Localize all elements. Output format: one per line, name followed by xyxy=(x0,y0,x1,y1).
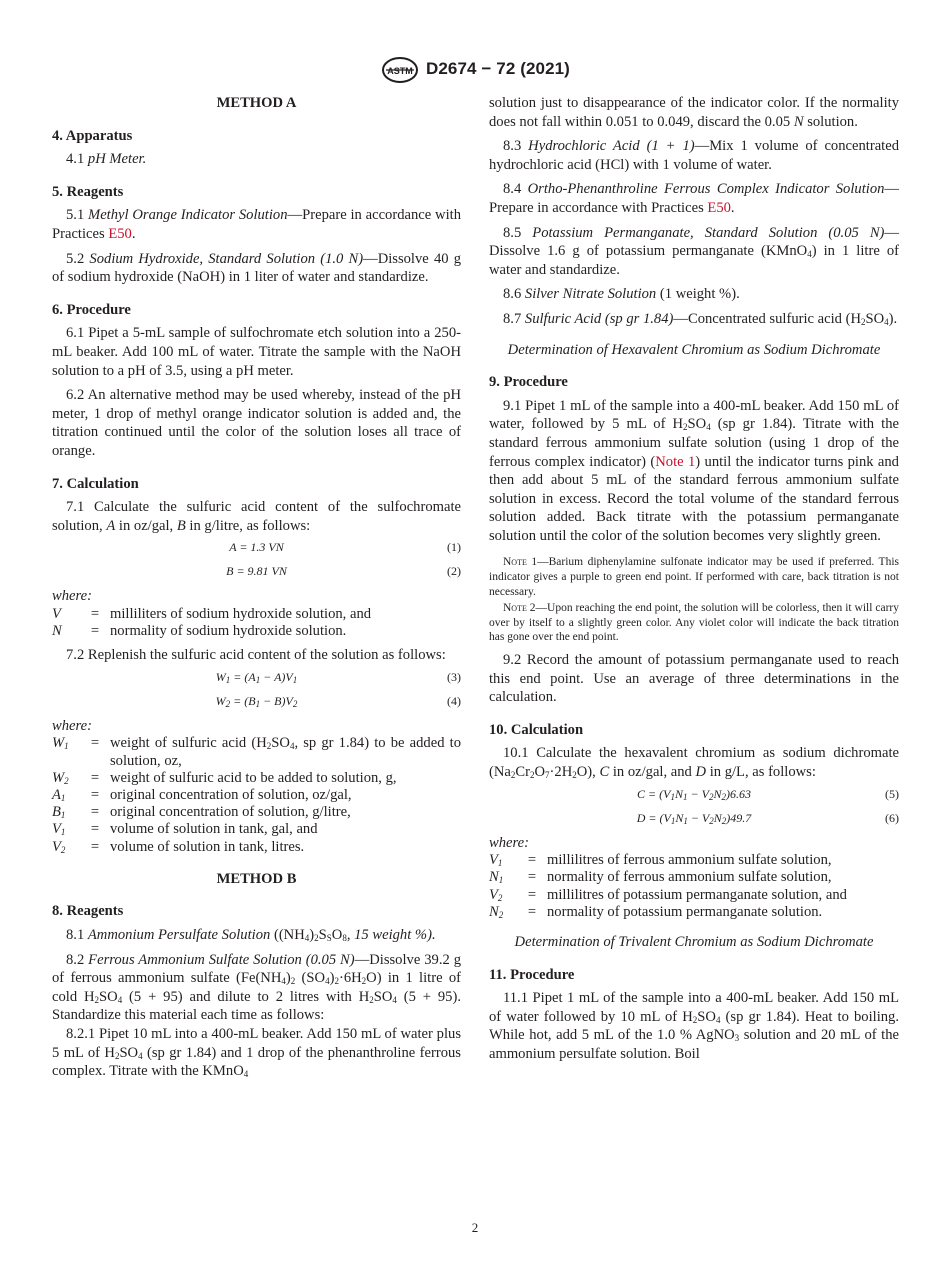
section-6-heading: 6. Procedure xyxy=(52,301,131,318)
definition-row: $V_1$ = volume of solution in tank, gal, and xyxy=(52,821,318,838)
para-10-1: 10.1 Calculate the hexavalent chromium as sodium dichromate $(Na_2Cr_2O_7\cdot 2H_2O)$, C in oz/gal, and D in g/L, as follows: xyxy=(489,745,899,780)
equation-5: $C = (V_1N_1 - V_2N_2)6.63$ (5) xyxy=(637,786,899,802)
note-1-link[interactable]: Note 1 xyxy=(655,453,696,470)
page-number: 2 xyxy=(471,1220,479,1235)
para-8-6: 8.6 Silver Nitrate Solution (1 weight %). xyxy=(503,286,740,303)
definition-row: N = normality of sodium hydroxide solution. xyxy=(52,623,347,640)
definition-row: $W_2$ = weight of sulfuric acid to be added to solution, g, xyxy=(52,769,397,786)
para-5-1: 5.1 Methyl Orange Indicator Solution—Prepare in accordance with Practices E50. xyxy=(52,207,461,242)
method-b-heading: METHOD B xyxy=(216,870,297,887)
para-7-1: 7.1 Calculate the sulfuric acid content of the sulfochromate solution, A in oz/gal, B in g/litre, as follows: xyxy=(52,499,461,534)
subheading-trivalent: Determination of Trivalent Chromium as Sodium Dichromate xyxy=(514,934,874,950)
para-8-1: 8.1 Ammonium Persulfate Solution ($(NH_4)_2S_SO_8$, 15 weight %). xyxy=(66,927,436,944)
para-8-2-1: 8.2.1 Pipet 10 mL into a 400-mL beaker. Add 150 mL of water plus 5 mL of $H_2SO_4$ (sp gr 1.84) and 1 drop of the phenanthroline ferrous complex. Titrate with the KMnO$_4$ xyxy=(52,1026,461,1080)
definition-row: V = milliliters of sodium hydroxide solution, and xyxy=(52,605,372,622)
definition-row: $W_1$ = weight of sulfuric acid ($H_2SO_4$, sp gr 1.84) to be added to solution, oz, xyxy=(52,735,461,769)
para-4-1: 4.1 pH Meter. xyxy=(66,151,147,168)
para-9-1: 9.1 Pipet 1 mL of the sample into a 400-mL beaker. Add 150 mL of water, followed by 5 mL of $H_2SO_4$ (sp gr 1.84). Titrate with the standard ferrous ammonium sulfate solution (using 1 drop of the ferrous complex indicator) (Note 1) until the indicator turns pink and then add about 5 mL of the standard ferrous ammonium sulfate solution in excess. Record the total volume of the standard ferrous solution added. Back titrate with the potassium permanganate solution until the color of the solution becomes very slightly green. xyxy=(489,397,899,544)
page-header xyxy=(0,56,950,86)
section-8-heading: 8. Reagents xyxy=(52,903,124,920)
section-5-heading: 5. Reagents xyxy=(52,183,124,200)
definition-row: $B_1$ = original concentration of solution, g/litre, xyxy=(52,804,351,821)
left-column xyxy=(52,94,461,1081)
definition-row: $N_2$ = normality of potassium permanganate solution. xyxy=(489,903,823,920)
section-7-heading: 7. Calculation xyxy=(52,475,139,492)
where-label: where: xyxy=(489,834,529,851)
para-11-1: 11.1 Pipet 1 mL of the sample into a 400-mL beaker. Add 150 mL of water followed by 10 mL of $H_2SO_4$ (sp gr 1.84). Heat to boiling. While hot, add 5 mL of the 1.0 % AgNO$_3$ solution and 20 mL of the ammonium persulfate solution. Boil xyxy=(489,990,899,1062)
equation-2: B = 9.81 VN (2) xyxy=(226,564,461,579)
para-6-1: 6.1 Pipet a 5-mL sample of sulfochromate etch solution into a 250-mL beaker. Add 100 mL of water. Titrate the sample with the NaOH solution to a pH of 3.5, using a pH meter. xyxy=(52,325,461,379)
definition-row: $V_2$ = millilitres of potassium permanganate solution, and xyxy=(489,886,847,903)
note-2: Note 2—Upon reaching the end point, the solution will be colorless, then it will carry over by itself to a slightly green color. Any violet color will indicate the back titration has gone over the end point. xyxy=(489,602,899,644)
equation-1: A = 1.3 VN (1) xyxy=(229,540,461,555)
right-column xyxy=(489,94,899,1064)
section-4-heading: 4. Apparatus xyxy=(52,127,133,144)
para-8-4: 8.4 Ortho-Phenanthroline Ferrous Complex Indicator Solution—Prepare in accordance with Practices E50. xyxy=(489,181,900,216)
section-10-heading: 10. Calculation xyxy=(489,721,584,738)
definition-row: $V_2$ = volume of solution in tank, litres. xyxy=(52,838,305,855)
para-8-7: 8.7 Sulfuric Acid (sp gr 1.84)—Concentrated sulfuric acid $(H_2SO_4)$. xyxy=(503,310,898,327)
definition-row: $N_1$ = normality of ferrous ammonium sulfate solution, xyxy=(489,869,832,886)
para-8-5: 8.5 Potassium Permanganate, Standard Solution (0.05 N)—Dissolve 1.6 g of potassium permanganate (KMnO$_4$) in 1 litre of water and standardize. xyxy=(489,224,900,278)
section-9-heading: 9. Procedure xyxy=(489,374,568,391)
note-1: Note 1—Barium diphenylamine sulfonate indicator may be used if preferred. This indicator gives a purple to green end point. If performed with care, back titration is not necessary. xyxy=(489,556,899,598)
para-8-3: 8.3 Hydrochloric Acid (1 + 1)—Mix 1 volume of concentrated hydrochloric acid (HCl) with 1 volume of water. xyxy=(489,138,900,173)
section-11-heading: 11. Procedure xyxy=(489,966,575,983)
definitions-list-3 xyxy=(489,852,847,921)
para-8-2: 8.2 Ferrous Ammonium Sulfate Solution (0.05 N)—Dissolve 39.2 g of ferrous ammonium sulfate ($Fe(NH_4)_2$ $(SO_4)_2\cdot 6H_2O$) in 1 litre of cold $H_2SO_4$ (5 + 95) and dilute to 2 litres with $H_2SO_4$ (5 + 95). Standardize this material each time as follows: xyxy=(52,951,461,1024)
para-6-2: 6.2 An alternative method may be used whereby, instead of the pH meter, 1 drop of methyl orange indicator solution is added and, the titration continued until the color of the solution loses all trace of orange. xyxy=(52,387,461,459)
ref-e50-link[interactable]: E50 xyxy=(707,199,731,216)
method-a-heading: METHOD A xyxy=(216,95,297,111)
astm-logo-icon xyxy=(380,56,420,84)
document-id: D2674 − 72 (2021) xyxy=(426,59,570,78)
ref-e50-link[interactable]: E50 xyxy=(108,225,132,242)
para-7-2: 7.2 Replenish the sulfuric acid content of the solution as follows: xyxy=(66,647,446,664)
subheading-hexavalent: Determination of Hexavalent Chromium as Sodium Dichromate xyxy=(507,341,881,358)
equation-3: $W_1 = (A_1 - A)V_1$ (3) xyxy=(215,669,461,685)
para-8-2-1-continued: solution just to disappearance of the indicator color. If the normality does not fall within 0.051 to 0.049, discard the 0.05 N solution. xyxy=(489,95,899,130)
para-5-2: 5.2 Sodium Hydroxide, Standard Solution (1.0 N)—Dissolve 40 g of sodium hydroxide (NaOH) in 1 liter of water and standardize. xyxy=(52,250,462,286)
svg-text:ASTM: ASTM xyxy=(387,66,413,76)
where-label: where: xyxy=(52,717,92,734)
definitions-list-2 xyxy=(52,735,461,855)
equation-6: $D = (V_1N_1 - V_2N_2)49.7$ (6) xyxy=(636,810,899,826)
equation-4: $W_2 = (B_1 - B)V_2$ (4) xyxy=(215,693,461,709)
definition-row: $V_1$ = millilitres of ferrous ammonium sulfate solution, xyxy=(489,852,832,869)
where-label: where: xyxy=(52,588,92,605)
definitions-list-1 xyxy=(52,606,371,640)
definition-row: $A_1$ = original concentration of solution, oz/gal, xyxy=(52,787,352,804)
para-9-2: 9.2 Record the amount of potassium permanganate used to reach this end point. Use an average of three determinations in the calculation. xyxy=(489,652,899,706)
